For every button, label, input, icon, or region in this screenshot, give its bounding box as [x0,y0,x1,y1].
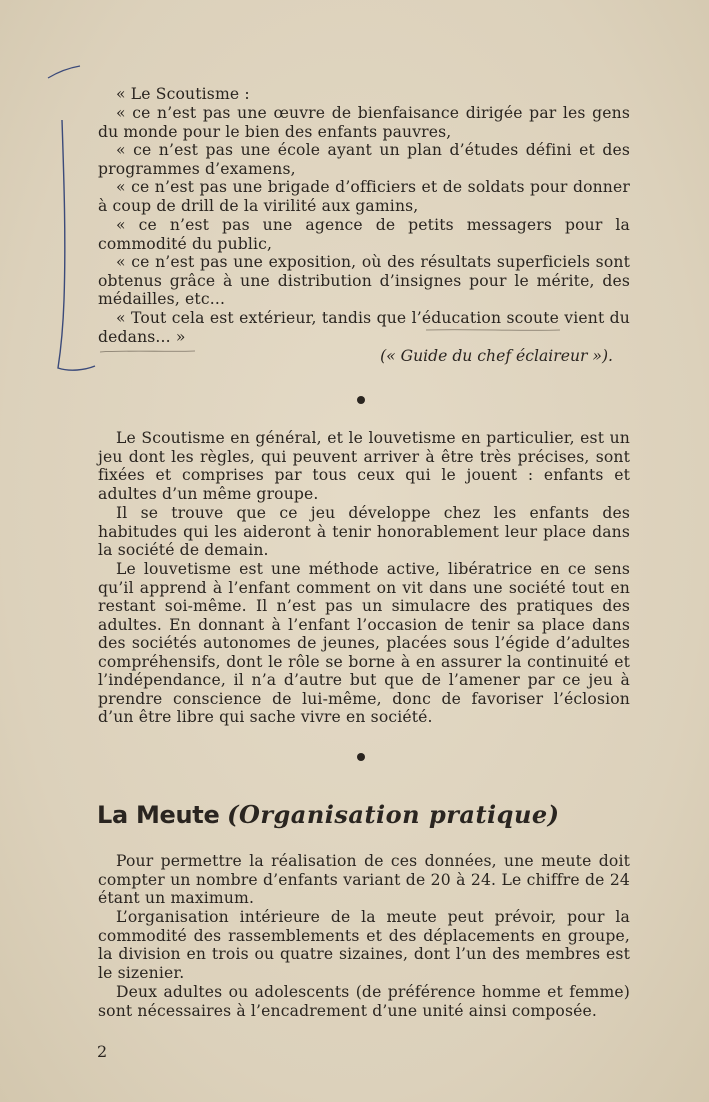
section-paragraph: L’organisation intérieure de la meute peut prévoir, pour la commodité des rassemblements et des déplacements en groupe, la division en trois ou quatre sizaines, dont l’un des membres est le sizenier. [98,908,630,982]
section-separator-dot [357,753,365,761]
quote-line: « ce n’est pas une œuvre de bienfaisance dirigée par les gens du monde pour le bien des enfants pauvres, [98,104,630,141]
quote-block [98,85,630,104]
section-paragraph: Pour permettre la réalisation de ces données, une meute doit compter un nombre d’enfants variant de 20 à 24. Le chiffre de 24 étant un maximum. [98,852,630,907]
section-title: La Meute [97,801,220,829]
quote-line: « ce n’est pas une brigade d’officiers et de soldats pour donner à coup de drill de la virilité aux gamins, [98,178,630,215]
section-heading [97,800,560,829]
quote-line: « ce n’est pas une agence de petits messagers pour la commodité du public, [98,216,630,253]
page-number: 2 [97,1042,108,1061]
intro-paragraph: Le louvetisme est une méthode active, libératrice en ce sens qu’il apprend à l’enfant comment on vit dans une société tout en restant soi-même. Il n’est pas un simulacre des pratiques des adultes. En donnant à l’enfant l’occasion de tenir sa place dans des sociétés autonomes de jeunes, placées sous l’égide d’adultes compréhensifs, dont le rôle se borne à en assurer la continuité et l’indépendance, il n’a d’autre but que de l’amener par ce jeu à prendre conscience de lui-même, donc de favoriser l’éclosion d’un être libre qui sache vivre en société. [98,560,630,726]
intro-paragraph: Le Scoutisme en général, et le louvetisme en particulier, est un jeu dont les règles, qui peuvent arriver à être très précises, sont fixées et comprises par tous ceux qui le jouent : enfants et adultes d’un même groupe. [98,429,630,503]
quote-line: « ce n’est pas une exposition, où des résultats superficiels sont obtenus grâce à une distribution d’insignes pour le mérite, des médailles, etc... [98,253,630,308]
section-separator-dot [357,396,365,404]
quote-line: « Le Scoutisme : [116,85,250,103]
section-paragraph: Deux adultes ou adolescents (de préférence homme et femme) sont nécessaires à l’encadrement d’une unité ainsi composée. [98,983,630,1020]
section-subtitle: (Organisation pratique) [227,800,560,829]
quote-line: « ce n’est pas une école ayant un plan d’études défini et des programmes d’examens, [98,141,630,178]
quote-source: (« Guide du chef éclaireur »). [380,347,613,365]
quote-line: « Tout cela est extérieur, tandis que l’éducation scoute vient du dedans... » [98,309,630,346]
intro-paragraph: Il se trouve que ce jeu développe chez les enfants des habitudes qui les aideront à tenir honorablement leur place dans la société de demain. [98,504,630,559]
